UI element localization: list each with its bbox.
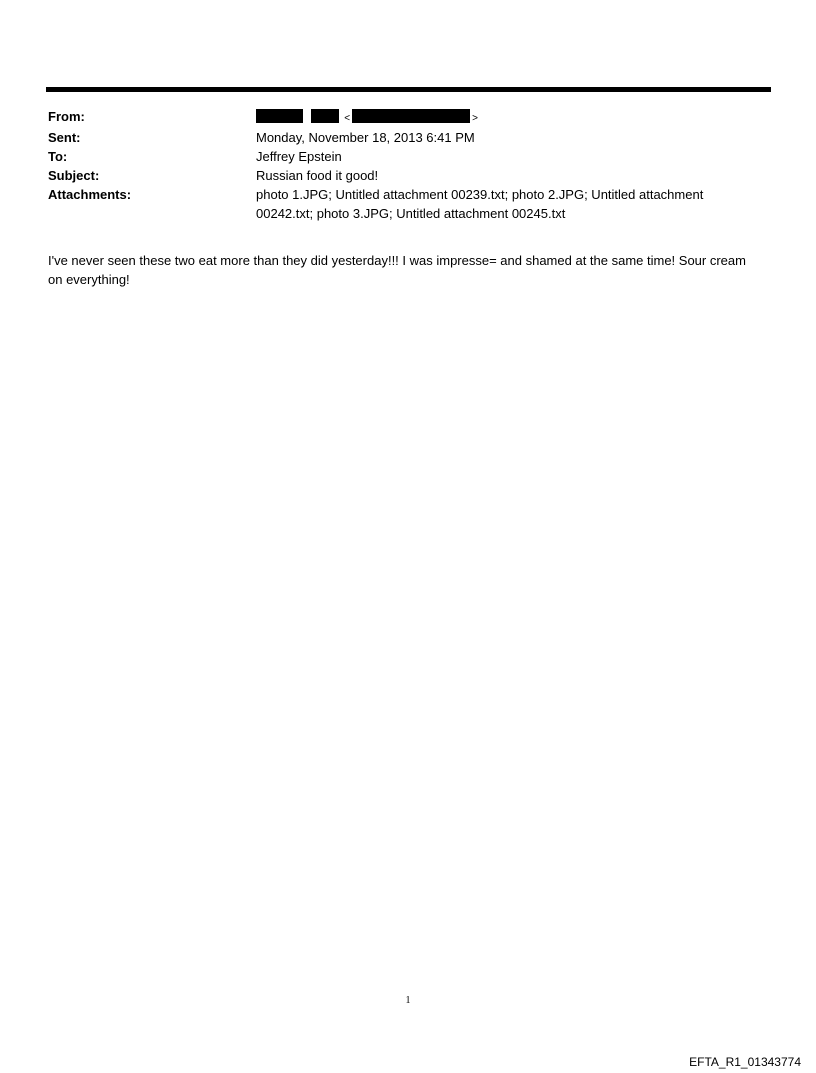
to-row xyxy=(48,147,748,166)
sent-row xyxy=(48,128,748,147)
sent-label: Sent: xyxy=(48,130,81,145)
from-open-bracket: < xyxy=(344,113,351,124)
subject-row xyxy=(48,166,748,185)
subject-label: Subject: xyxy=(48,168,100,183)
attachments-label: Attachments: xyxy=(48,187,132,202)
from-row xyxy=(48,107,748,128)
redaction-block xyxy=(256,109,303,123)
attachments-row xyxy=(48,185,748,223)
from-value xyxy=(256,107,748,128)
from-label: From: xyxy=(48,109,85,124)
subject-value: Russian food it good! xyxy=(256,168,379,183)
page-number: 1 xyxy=(405,995,411,1006)
redaction-block xyxy=(311,109,339,123)
attachments-value: photo 1.JPG; Untitled attachment 00239.txt; photo 2.JPG; Untitled attachment 00242.txt; photo 3.JPG; Untitled attachment 00245.txt xyxy=(256,187,704,221)
sent-value: Monday, November 18, 2013 6:41 PM xyxy=(256,130,475,145)
to-label: To: xyxy=(48,149,68,164)
redaction-block xyxy=(352,109,470,123)
bates-number: EFTA_R1_01343774 xyxy=(689,1055,801,1069)
header-divider xyxy=(46,87,771,92)
email-header xyxy=(48,107,748,223)
email-body: I've never seen these two eat more than they did yesterday!!! I was impresse= and shamed at the same time! Sour cream on everything! xyxy=(48,253,746,287)
to-value: Jeffrey Epstein xyxy=(256,149,342,164)
from-close-bracket: > xyxy=(472,113,478,124)
